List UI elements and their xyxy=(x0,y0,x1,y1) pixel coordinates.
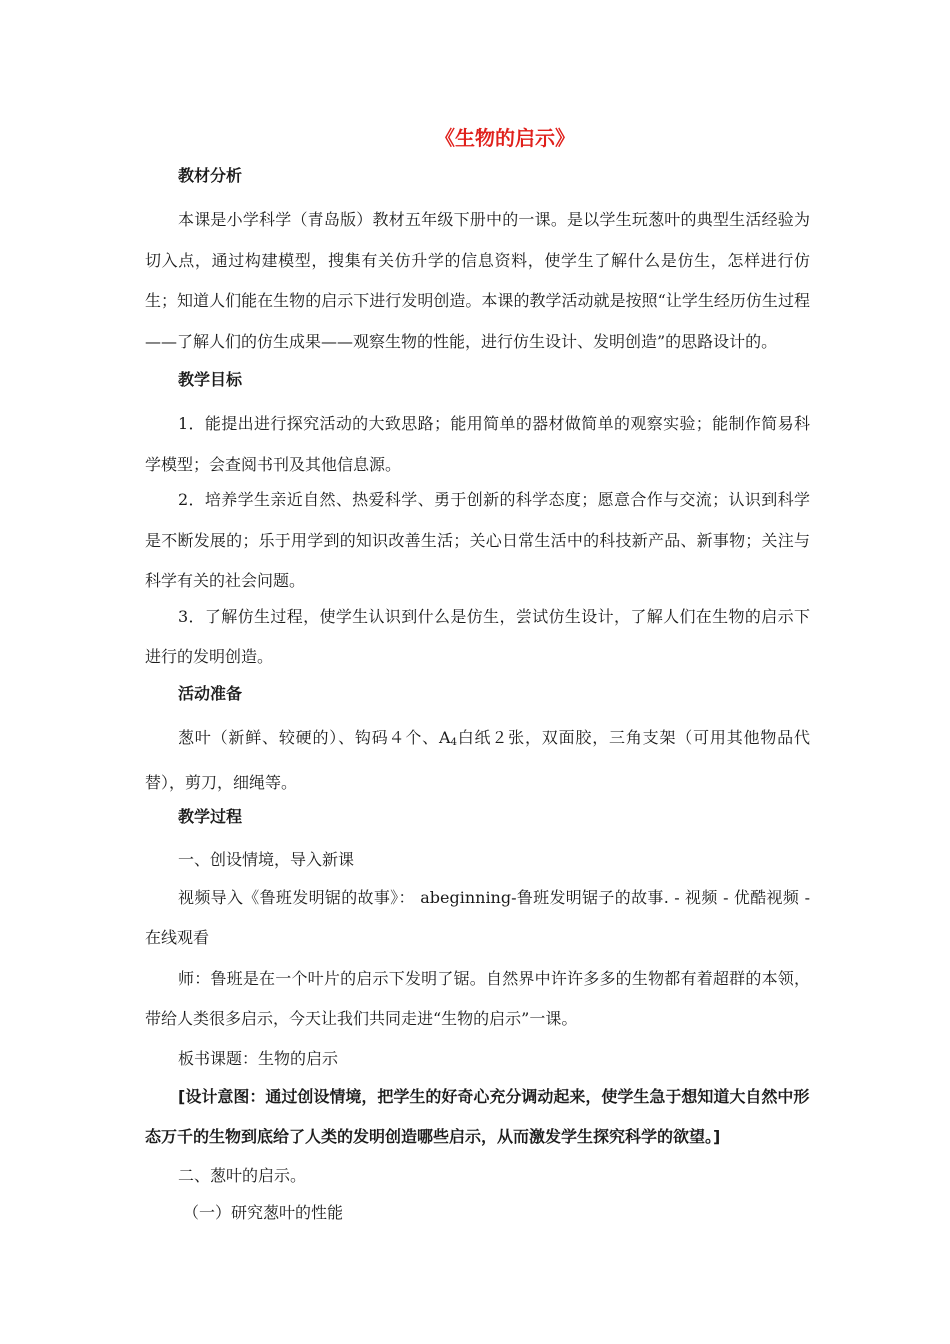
goal-item-3: 3．了解仿生过程，使学生认识到什么是仿生，尝试仿生设计，了解人们在生物的启示下进行的发明创造。 xyxy=(145,606,810,666)
section-heading-prep: 活动准备 xyxy=(178,683,243,703)
prep-subscript: 4 xyxy=(450,736,457,748)
design-intent-paragraph: [设计意图：通过创设情境，把学生的好奇心充分调动起来，使学生急于想知道大自然中形态万千的生物到底给了人类的发明创造哪些启示，从而激发学生探究科学的欲望。] xyxy=(145,1086,810,1146)
section-heading-process: 教学过程 xyxy=(178,806,243,826)
video-intro-paragraph: 视频导入《鲁班发明锯的故事》： abeginning-鲁班发明锯子的故事. - 视频 - 优酷视频 - 在线观看 xyxy=(145,887,810,947)
page-title: 《生物的启示》 xyxy=(435,126,575,150)
prep-text-a: 葱叶（新鲜、较硬的）、钩码４个、A xyxy=(178,727,451,747)
analysis-paragraph: 本课是小学科学（青岛版）教材五年级下册中的一课。是以学生玩葱叶的典型生活经验为切入点，通过构建模型，搜集有关仿升学的信息资料，使学生了解什么是仿生，怎样进行仿生；知道人们能在生物的启示下进行发明创造。本课的教学活动就是按照“让学生经历仿生过程——了解人们的仿生成果——观察生物的性能，进行仿生设计、发明创造”的思路设计的。 xyxy=(145,210,810,351)
process-step-2a: （一）研究葱叶的性能 xyxy=(183,1202,344,1222)
process-step-2: 二、葱叶的启示。 xyxy=(178,1165,307,1185)
board-title-line: 板书课题：生物的启示 xyxy=(178,1048,339,1068)
document-body xyxy=(145,160,810,1231)
prep-paragraph xyxy=(145,718,810,804)
section-heading-goals: 教学目标 xyxy=(178,370,243,389)
goal-item-2: 2．培养学生亲近自然、热爱科学、勇于创新的科学态度；愿意合作与交流；认识到科学是不断发展的；乐于用学到的知识改善生活；关心日常生活中的科技新产品、新事物；关注与科学有关的社会问题。 xyxy=(145,490,810,590)
teacher-paragraph: 师：鲁班是在一个叶片的启示下发明了锯。自然界中许许多多的生物都有着超群的本领，带给人类很多启示，今天让我们共同走进“生物的启示”一课。 xyxy=(145,968,810,1028)
process-step-1: 一、创设情境，导入新课 xyxy=(178,849,355,869)
section-heading-analysis: 教材分析 xyxy=(178,166,243,185)
prep-text-b: 白纸２张，双面胶，三角支架（可用其他物品代替），剪刀，细绳等。 xyxy=(145,727,810,792)
goal-item-1: 1．能提出进行探究活动的大致思路；能用简单的器材做简单的观察实验；能制作简易科学模型；会查阅书刊及其他信息源。 xyxy=(145,414,810,474)
